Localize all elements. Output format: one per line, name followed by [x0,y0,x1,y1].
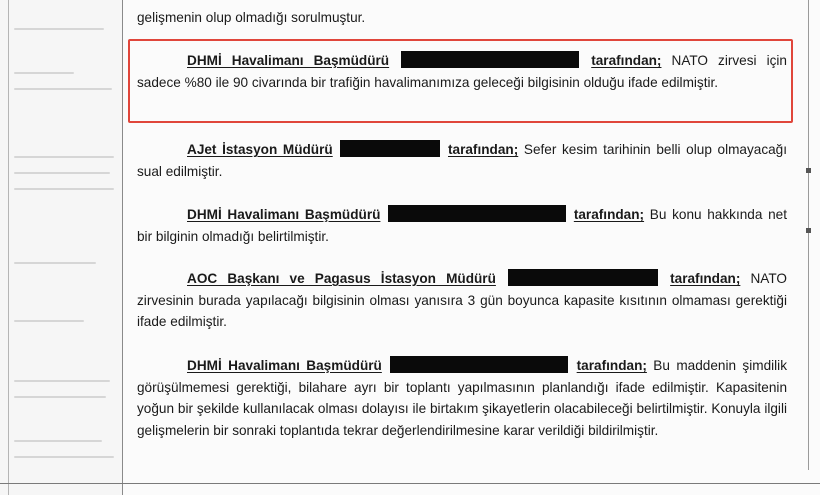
paragraph-2-body: Sefer kesim tarihinin belli olup olmayacağı sual edilmiştir. [137,142,788,179]
table-border-right [808,0,809,470]
redaction-block [390,356,568,373]
bleed-through-mark [14,172,110,174]
bleed-through-mark [14,456,114,458]
paragraph-1-heading: DHMİ Havalimanı Başmüdürü [187,53,390,68]
bleed-through-mark [14,262,96,264]
bleed-through-mark [14,72,74,74]
paragraph-3-heading-suffix: tarafından; [573,207,645,222]
bleed-through-mark [14,440,102,442]
redaction-block [508,269,658,286]
paragraph-5-heading: DHMİ Havalimanı Başmüdürü [187,358,382,373]
paragraph-4-body: NATO zirvesinin burada yapılacağı bilgisinin olması yanısıra 3 gün boyunca kapasite kısıtının olmaması gerektiği ifade edilmiştir. [137,271,787,329]
bleed-through-mark [14,88,112,90]
scan-mark [806,228,811,233]
paragraph-1-body: NATO zirvesi için sadece %80 ile 90 civarında bir trafiğin havalimanımıza geleceği bilgisinin olduğu ifade edilmiştir. [137,53,787,90]
paragraph-5-heading-suffix: tarafından; [576,358,647,373]
left-column [0,0,123,495]
paragraph-5 [137,355,787,441]
bleed-through-mark [14,320,84,322]
paragraph-4-heading: AOC Başkanı ve Pagasus İstasyon Müdürü [187,271,496,286]
paragraph-3-body: Bu konu hakkında net bir bilginin olmadığı belirtilmiştir. [137,207,788,244]
paragraph-2-heading-suffix: tarafından; [448,142,519,157]
table-border-bottom [0,483,820,484]
bleed-through-mark [14,28,104,30]
paragraph-3 [137,204,787,247]
margin-line [8,0,9,495]
redaction-block [388,205,566,222]
paragraph-1-heading-suffix: tarafından; [591,53,662,68]
paragraph-3-heading: DHMİ Havalimanı Başmüdürü [187,207,381,222]
paragraph-4 [137,268,787,333]
bleed-through-mark [14,396,106,398]
paragraph-2-heading: AJet İstasyon Müdürü [187,142,333,157]
paragraph-5-body: Bu maddenin şimdilik görüşülmemesi gerektiği, bilahare ayrı bir toplantı yapılmasının planlandığı ifade edilmiştir. Kapasitenin yoğun bir şekilde kullanılacak olması dolayısı ile birtakım şikayetlerin olacabileceği belirtilmiştir. Konuyla ilgili gelişmelerin bir sonraki toplantıda tekrar değerlendirilmesine karar verildiği bildirilmiştir. [137,358,787,438]
paragraph-2 [137,139,787,182]
redaction-block [340,140,440,157]
paragraph-1 [137,50,787,93]
bleed-through-mark [14,188,114,190]
paragraph-4-heading-suffix: tarafından; [670,271,741,286]
bleed-through-mark [14,156,114,158]
bleed-through-mark [14,380,110,382]
intro-line: gelişmenin olup olmadığı sorulmuştur. [137,10,366,25]
scan-mark [806,168,811,173]
redaction-block [401,51,579,68]
